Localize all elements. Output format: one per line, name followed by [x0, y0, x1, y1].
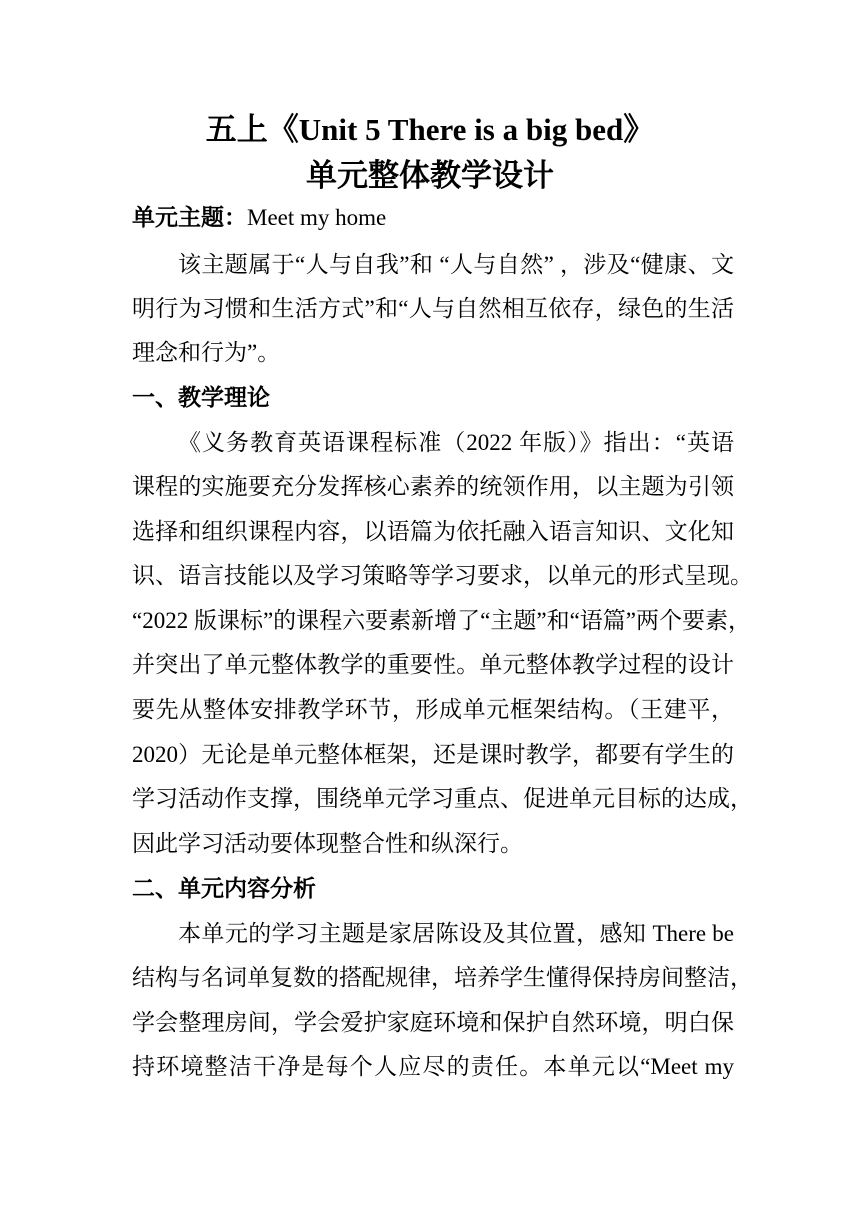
theme-paragraph-line: 明行为习惯和生活方式”和“人与自然相互依存，绿色的生活 [132, 296, 734, 321]
content-analysis-paragraph-line: 持环境整洁干净是每个人应尽的责任。本单元以“Meet my [132, 1054, 734, 1079]
theme-paragraph-line: 该主题属于“人与自我”和 “人与自然” ，涉及“健康、文 [178, 252, 734, 277]
content-analysis-paragraph-line: 本单元的学习主题是家居陈设及其位置，感知 There be [178, 921, 734, 946]
document-title-line-2: 单元整体教学设计 [306, 158, 554, 193]
content-analysis-paragraph-line: 学会整理房间，学会爱护家庭环境和保护自然环境，明白保 [132, 1010, 734, 1035]
teaching-theory-paragraph-line: 2020）无论是单元整体框架，还是课时教学，都要有学生的 [132, 742, 734, 767]
teaching-theory-paragraph-line: 因此学习活动要体现整合性和纵深行。 [132, 831, 523, 856]
teaching-theory-paragraph-line: “2022 版课标”的课程六要素新增了“主题”和“语篇”两个要素， [132, 608, 752, 633]
unit-theme-value: Meet my home [247, 205, 387, 230]
section-heading-teaching-theory: 一、教学理论 [132, 385, 270, 410]
document-title-line-1: 五上《Unit 5 There is a big bed》 [205, 112, 655, 147]
teaching-theory-paragraph-line: 识、语言技能以及学习策略等学习要求，以单元的形式呈现。 [132, 563, 753, 588]
section-heading-unit-content-analysis: 二、单元内容分析 [132, 876, 316, 901]
theme-paragraph-line: 理念和行为”。 [132, 340, 281, 365]
teaching-theory-paragraph-line: 学习活动作支撑，围绕单元学习重点、促进单元目标的达成， [132, 786, 753, 811]
teaching-theory-paragraph-line: 课程的实施要充分发挥核心素养的统领作用，以主题为引领 [132, 474, 734, 499]
content-analysis-paragraph-line: 结构与名词单复数的搭配规律，培养学生懂得保持房间整洁， [132, 965, 753, 990]
teaching-theory-paragraph-line: 并突出了单元整体教学的重要性。单元整体教学过程的设计 [132, 652, 734, 677]
teaching-theory-paragraph-line: 选择和组织课程内容，以语篇为依托融入语言知识、文化知 [132, 519, 734, 544]
teaching-theory-paragraph-line: 《义务教育英语课程标准（2022 年版）》指出：“英语 [178, 430, 734, 455]
unit-theme-label: 单元主题： [132, 205, 247, 230]
unit-theme-line [132, 203, 734, 233]
teaching-theory-paragraph-line: 要先从整体安排教学环节，形成单元框架结构。（王建平， [132, 697, 734, 722]
